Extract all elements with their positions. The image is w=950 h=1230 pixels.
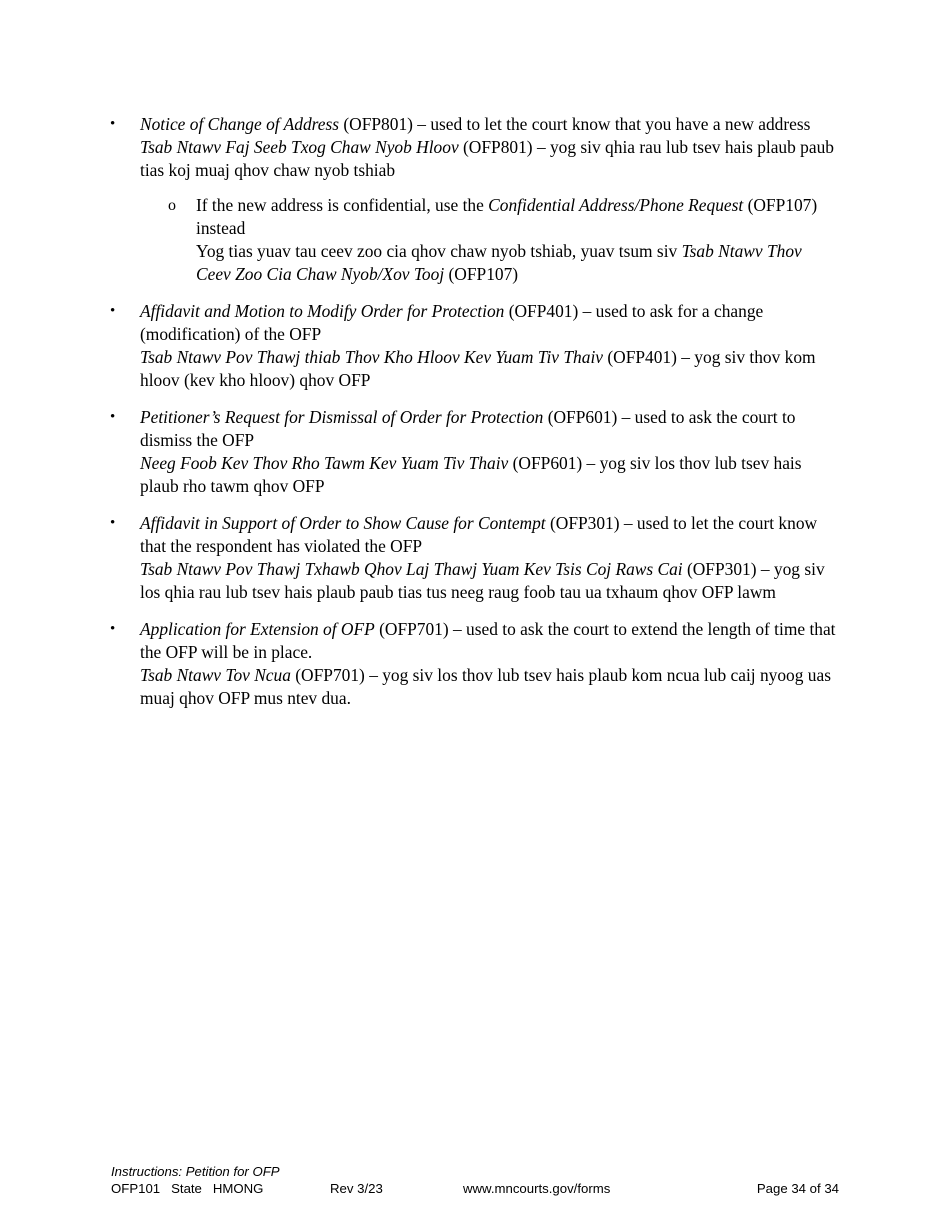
list-item — [110, 300, 840, 392]
hmong-description: (OFP701) – yog siv los thov lub tsev hais plaub kom ncua lub caij nyoog uas muaj qhov OFP mus ntev dua. — [140, 665, 831, 708]
footer-page-number: Page 34 of 34 — [756, 1181, 839, 1196]
form-description: (OFP401) – used to ask for a change (modification) of the OFP — [140, 301, 764, 344]
hmong-text — [140, 452, 840, 498]
hmong-form-title: Tsab Ntawv Pov Thawj Txhawb Qhov Laj Thawj Yuam Kev Tsis Coj Raws Cai — [140, 559, 683, 579]
hmong-text — [140, 136, 840, 182]
bullet: • — [110, 116, 116, 132]
sub-hmong-post: (OFP107) — [444, 264, 519, 284]
form-title: Application for Extension of OFP — [140, 619, 375, 639]
document-body — [110, 113, 840, 724]
hmong-text — [140, 558, 840, 604]
sub-hmong-form-title: Tsab Ntawv Thov Ceev Zoo Cia Chaw Nyob/Xov Tooj — [196, 241, 802, 284]
form-title: Petitioner’s Request for Dismissal of Order for Protection — [140, 407, 544, 427]
sub-text-post: (OFP107) instead — [196, 195, 818, 238]
form-title: Notice of Change of Address — [140, 114, 340, 134]
hmong-text — [140, 664, 840, 710]
list-item — [110, 113, 840, 286]
footer-row — [111, 1180, 841, 1197]
bullet: • — [110, 515, 116, 531]
sub-hmong-pre: Yog tias yuav tau ceev zoo cia qhov chaw nyob tshiab, yuav tsum siv — [196, 241, 682, 261]
footer-revision: Rev 3/23 — [330, 1181, 383, 1196]
form-description: (OFP601) – used to ask the court to dismiss the OFP — [140, 407, 796, 450]
list-item — [110, 618, 840, 710]
form-description: (OFP801) – used to let the court know that you have a new address — [339, 114, 811, 134]
english-text — [140, 618, 840, 664]
hmong-form-title: Tsab Ntawv Faj Seeb Txog Chaw Nyob Hloov — [140, 137, 459, 157]
sub-english-text — [196, 194, 840, 240]
sub-text-pre: If the new address is confidential, use the — [196, 195, 489, 215]
footer-url: www.mncourts.gov/forms — [463, 1181, 611, 1196]
page-footer — [111, 1163, 841, 1197]
hmong-description: (OFP301) – yog siv los qhia rau lub tsev hais plaub paub tias tus neeg raug foob tau ua txhaum qhov OFP lawm — [140, 559, 825, 602]
bullet: • — [110, 621, 116, 637]
hmong-description: (OFP401) – yog siv thov kom hloov (kev kho hloov) qhov OFP — [140, 347, 816, 390]
list-item — [110, 406, 840, 498]
hmong-description: (OFP601) – yog siv los thov lub tsev hais plaub rho tawm qhov OFP — [140, 453, 802, 496]
hmong-form-title: Tsab Ntawv Pov Thawj thiab Thov Kho Hloov Kev Yuam Tiv Thaiv — [140, 347, 603, 367]
sub-form-title: Confidential Address/Phone Request — [488, 195, 744, 215]
list-item — [110, 512, 840, 604]
english-text — [140, 406, 840, 452]
english-text — [140, 512, 840, 558]
footer-title: Instructions: Petition for OFP — [111, 1164, 280, 1179]
form-title: Affidavit in Support of Order to Show Cause for Contempt — [140, 513, 546, 533]
english-text — [140, 113, 840, 136]
hmong-form-title: Tsab Ntawv Tov Ncua — [140, 665, 291, 685]
hmong-description: (OFP801) – yog siv qhia rau lub tsev hais plaub paub tias koj muaj qhov chaw nyob tshiab — [140, 137, 834, 180]
sub-bullet: o — [168, 197, 176, 214]
footer-form-id: OFP101 State HMONG — [111, 1181, 264, 1196]
form-description: (OFP701) – used to ask the court to extend the length of time that the OFP will be in place. — [140, 619, 836, 662]
hmong-text — [140, 346, 840, 392]
sub-hmong-text — [196, 240, 840, 286]
form-description: (OFP301) – used to let the court know that the respondent has violated the OFP — [140, 513, 818, 556]
bullet: • — [110, 409, 116, 425]
sub-list-item — [140, 194, 840, 286]
bullet: • — [110, 303, 116, 319]
english-text — [140, 300, 840, 346]
hmong-form-title: Neeg Foob Kev Thov Rho Tawm Kev Yuam Tiv Thaiv — [140, 453, 509, 473]
form-title: Affidavit and Motion to Modify Order for Protection — [140, 301, 505, 321]
